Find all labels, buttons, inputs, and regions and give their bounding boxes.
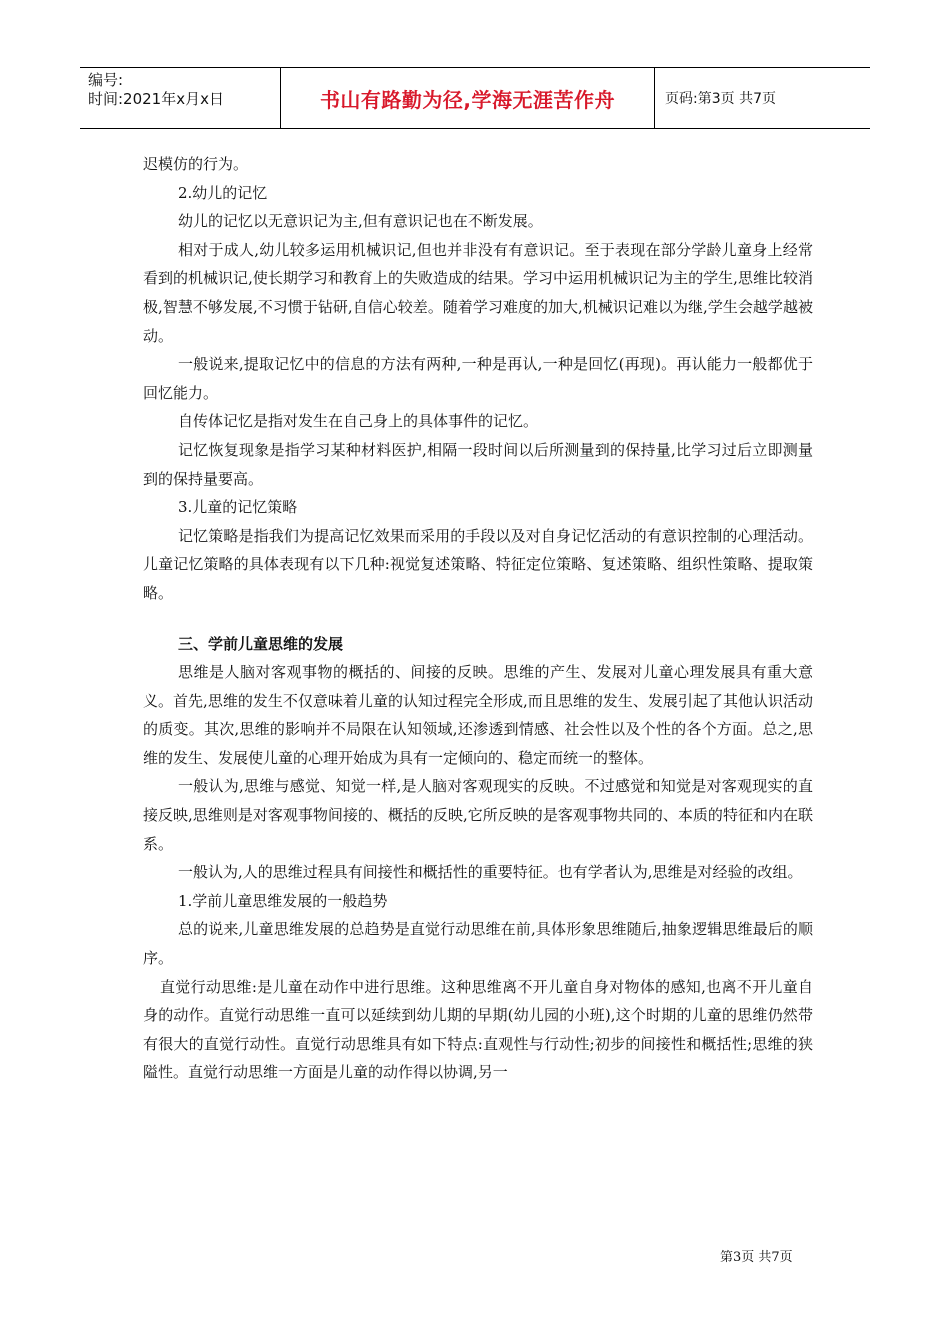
- paragraph: 一般认为,思维与感觉、知觉一样,是人脑对客观现实的反映。不过感觉和知觉是对客观现实的直接反映,思维则是对客观事物间接的、概括的反映,它所反映的是客观事物共同的、本质的特征和内在联系。: [143, 777, 813, 853]
- section-heading: 2.幼儿的记忆: [178, 183, 268, 202]
- paragraph: 记忆策略是指我们为提高记忆效果而采用的手段以及对自身记忆活动的有意识控制的心理活动。儿童记忆策略的具体表现有以下几种:视觉复述策略、特征定位策略、复述策略、组织性策略、提取策略。: [143, 526, 813, 602]
- chapter-heading: 三、学前儿童思维的发展: [178, 634, 344, 653]
- paragraph: 记忆恢复现象是指学习某种材料医护,相隔一段时间以后所测量到的保持量,比学习过后立即测量到的保持量要高。: [143, 440, 813, 488]
- header-motto-cell: [280, 68, 655, 128]
- paragraph: 思维是人脑对客观事物的概括的、间接的反映。思维的产生、发展对儿童心理发展具有重大意义。首先,思维的发生不仅意味着儿童的认知过程完全形成,而且思维的发生、发展引起了其他认识活动的质变。其次,思维的影响并不局限在认知领域,还渗透到情感、社会性以及个性的各个方面。总之,思维的发生、发展使儿童的心理开始成为具有一定倾向的、稳定而统一的整体。: [143, 663, 813, 767]
- document-body: [143, 150, 813, 1087]
- paragraph: 一般认为,人的思维过程具有间接性和概括性的重要特征。也有学者认为,思维是对经验的改组。: [178, 863, 803, 882]
- section-heading: 3.儿童的记忆策略: [178, 498, 298, 517]
- motto-text: 书山有路勤为径,学海无涯苦作舟: [319, 87, 616, 112]
- paragraph: 幼儿的记忆以无意识记为主,但有意识记也在不断发展。: [178, 212, 543, 231]
- paragraph: 一般说来,提取记忆中的信息的方法有两种,一种是再认,一种是回忆(再现)。再认能力一般都优于回忆能力。: [143, 355, 813, 402]
- date-label: 时间:2021年x月x日: [88, 90, 224, 108]
- paragraph: 总的说来,儿童思维发展的总趋势是直觉行动思维在前,具体形象思维随后,抽象逻辑思维最后的顺序。: [143, 920, 813, 968]
- footer-page-number: 第3页 共7页: [720, 1250, 793, 1265]
- paragraph: 直觉行动思维:是儿童在动作中进行思维。这种思维离不开儿童自身对物体的感知,也离不开儿童自身的动作。直觉行动思维一直可以延续到幼儿期的早期(幼儿园的小班),这个时期的儿童的思维仍然带有很大的直觉行动性。直觉行动思维具有如下特点:直观性与行动性;初步的间接性和概括性;思维的狭隘性。直觉行动思维一方面是儿童的动作得以协调,另一: [143, 977, 813, 1082]
- paragraph: 自传体记忆是指对发生在自己身上的具体事件的记忆。: [178, 412, 539, 431]
- page-footer: [720, 1246, 793, 1265]
- paragraph: 相对于成人,幼儿较多运用机械识记,但也并非没有有意识记。至于表现在部分学龄儿童身上经常看到的机械识记,使长期学习和教育上的失败造成的结果。学习中运用机械识记为主的学生,思维比较消极,智慧不够发展,不习惯于钻研,自信心较差。随着学习难度的加大,机械识记难以为继,学生会越学越被动。: [143, 240, 813, 345]
- page-code: 页码:第3页 共7页: [665, 91, 776, 107]
- number-label: 编号:: [88, 71, 124, 89]
- section-heading: 1.学前儿童思维发展的一般趋势: [178, 891, 388, 910]
- header-meta: [80, 68, 280, 128]
- page-header: [80, 67, 870, 129]
- header-page-cell: [655, 68, 870, 128]
- paragraph: 迟模仿的行为。: [143, 155, 249, 173]
